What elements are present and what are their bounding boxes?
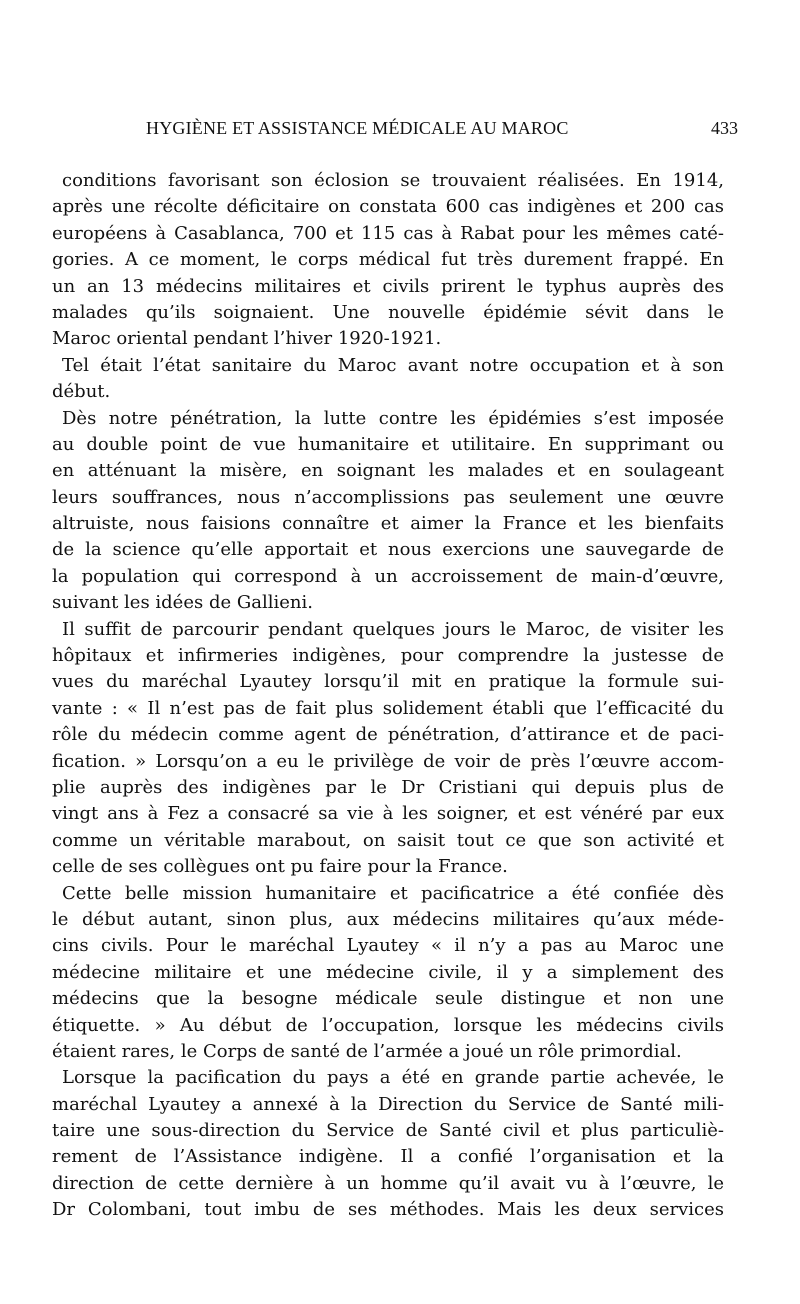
text-line: début. <box>52 381 111 403</box>
text-line: Dr Colombani, tout imbu de ses méthodes. Mais les deux services <box>52 1199 724 1221</box>
text-line: plie auprès des indigènes par le Dr Cristiani qui depuis plus de <box>52 776 724 798</box>
text-line: suivant les idées de Gallieni. <box>52 592 313 614</box>
text-line: malades qu’ils soignaient. Une nouvelle épidémie sévit dans le <box>52 301 724 323</box>
page-number: 433 <box>711 118 738 138</box>
text-line: fication. » Lorsqu’on a eu le privilège de voir de près l’œuvre accom- <box>52 750 724 772</box>
text-line: leurs souffrances, nous n’accomplissions pas seulement une œuvre <box>52 486 724 508</box>
text-line: maréchal Lyautey a annexé à la Direction du Service de Santé mili- <box>52 1093 724 1115</box>
text-line: taire une sous-direction du Service de Santé civil et plus particuliè- <box>52 1120 724 1142</box>
text-line: le début autant, sinon plus, aux médecins militaires qu’aux méde- <box>52 908 724 930</box>
text-line: conditions favorisant son éclosion se trouvaient réalisées. En 1914, <box>62 170 724 191</box>
text-line: direction de cette dernière à un homme qu’il avait vu à l’œuvre, le <box>52 1172 724 1194</box>
running-title: HYGIÈNE ET ASSISTANCE MÉDICALE AU MAROC <box>146 118 569 138</box>
text-line: altruiste, nous faisions connaître et aimer la France et les bienfaits <box>52 513 724 535</box>
text-line: hôpitaux et infirmeries indigènes, pour comprendre la justesse de <box>52 645 724 667</box>
text-line: étaient rares, le Corps de santé de l’armée a joué un rôle primordial. <box>52 1040 682 1062</box>
text-line: la population qui correspond à un accroissement de main-d’œuvre, <box>52 565 724 587</box>
text-line: Cette belle mission humanitaire et pacificatrice a été confiée dès <box>62 882 724 904</box>
text-line: au double point de vue humanitaire et utilitaire. En supprimant ou <box>52 433 724 455</box>
text-line: médecine militaire et une médecine civile, il y a simplement des <box>52 961 724 983</box>
text-line: Dès notre pénétration, la lutte contre les épidémies s’est imposée <box>62 407 724 429</box>
text-line: étiquette. » Au début de l’occupation, lorsque les médecins civils <box>52 1014 724 1036</box>
text-line: celle de ses collègues ont pu faire pour la France. <box>52 856 508 878</box>
text-line: rement de l’Assistance indigène. Il a confié l’organisation et la <box>52 1146 724 1168</box>
text-line: gories. A ce moment, le corps médical fut très durement frappé. En <box>52 249 724 271</box>
text-line: après une récolte déficitaire on constata 600 cas indigènes et 200 cas <box>52 196 724 218</box>
text-line: médecins que la besogne médicale seule distingue et non une <box>52 988 724 1010</box>
text-line: cins civils. Pour le maréchal Lyautey « il n’y a pas au Maroc une <box>52 935 724 957</box>
text-line: en atténuant la misère, en soignant les malades et en soulageant <box>52 460 724 482</box>
text-line: comme un véritable marabout, on saisit tout ce que son activité et <box>52 829 724 851</box>
text-line: Lorsque la pacification du pays a été en grande partie achevée, le <box>62 1067 724 1089</box>
text-line: de la science qu’elle apportait et nous exercions une sauvegarde de <box>52 539 724 561</box>
text-line: européens à Casablanca, 700 et 115 cas à Rabat pour les mêmes caté- <box>52 222 724 244</box>
text-line: rôle du médecin comme agent de pénétration, d’attirance et de paci- <box>52 724 724 746</box>
text-line: un an 13 médecins militaires et civils prirent le typhus auprès des <box>52 275 724 297</box>
running-header <box>146 118 738 146</box>
text-line: Il suffit de parcourir pendant quelques jours le Maroc, de visiter les <box>62 618 724 640</box>
body-text <box>52 168 724 1224</box>
text-line: vante : « Il n’est pas de fait plus solidement établi que l’efficacité du <box>52 697 724 719</box>
text-line: vingt ans à Fez a consacré sa vie à les soigner, et est vénéré par eux <box>52 803 724 825</box>
text-line: Tel était l’état sanitaire du Maroc avant notre occupation et à son <box>62 354 724 376</box>
text-line: Maroc oriental pendant l’hiver 1920-1921. <box>52 328 442 350</box>
text-line: vues du maréchal Lyautey lorsqu’il mit en pratique la formule sui- <box>52 671 724 693</box>
